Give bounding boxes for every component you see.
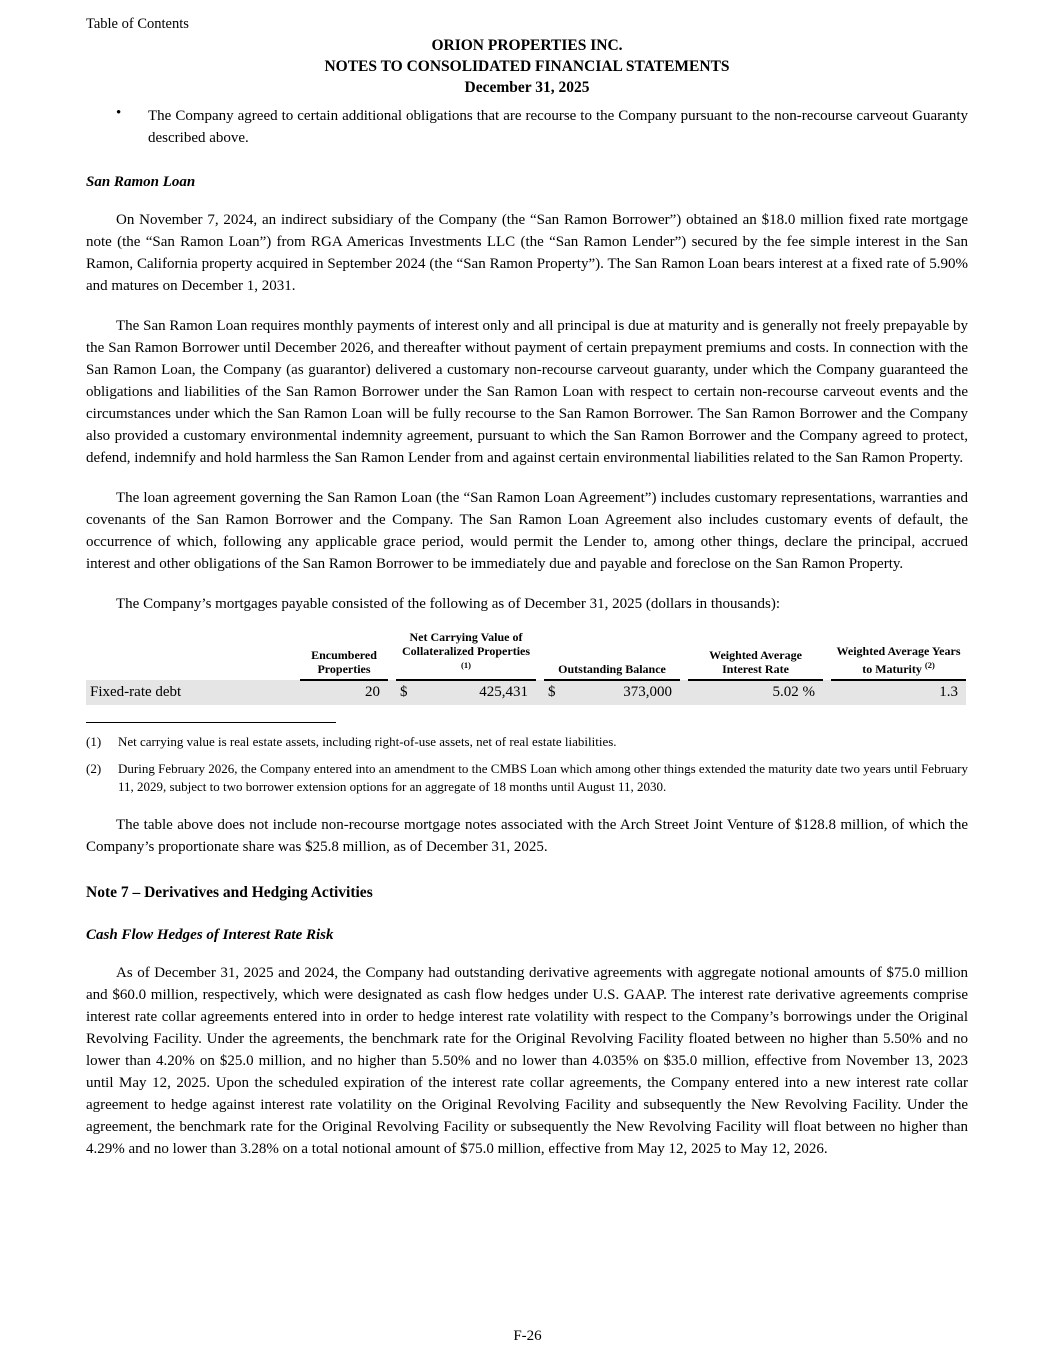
- bullet-marker: •: [116, 105, 122, 121]
- footnote-1-text: Net carrying value is real estate assets, including right-of-use assets, net of real estate liabilities.: [118, 734, 617, 749]
- paragraph-san-ramon-3: The loan agreement governing the San Ramon Loan (the “San Ramon Loan Agreement”) includes customary representations, warranties and covenants of the San Ramon Borrower and the Company. The San Ramon Loan Agreement also includes customary events of default, the occurrence of which, following any applicable grace period, would permit the Lender to, among other things, declare the principal, accrued interest and other obligations of the San Ramon Borrower to be immediately due and payable and foreclose on the San Ramon Property.: [86, 490, 968, 572]
- footnote-ref-2: (2): [924, 660, 935, 670]
- page-number: F-26: [513, 1328, 542, 1344]
- company-name: ORION PROPERTIES INC.: [431, 37, 623, 54]
- subsection-heading-cash-flow-hedges: Cash Flow Hedges of Interest Rate Risk: [86, 927, 334, 943]
- footnote-2: [86, 760, 968, 796]
- cell-outstanding-currency: $: [548, 684, 556, 700]
- paragraph-san-ramon-2: The San Ramon Loan requires monthly payments of interest only and all principal is due at maturity and is generally not freely prepayable by the San Ramon Borrower until December 2026, and thereafter without payment of certain prepayment premiums and costs. In connection with the San Ramon Loan, the Company (as guarantor) delivered a customary non-recourse carveout guaranty, under which the Company guaranteed the obligations and liabilities of the San Ramon Borrower under the San Ramon Loan with respect to certain non-recourse carveout events and the circumstances under which the San Ramon Loan will be fully recourse to the San Ramon Borrower. The San Ramon Borrower and the Company also provided a customary environmental indemnity agreement, pursuant to which the San Ramon Borrower and the Company agreed to protect, defend, indemnify and hold harmless the San Ramon Lender from and against certain environmental liabilities related to the San Ramon Property.: [86, 318, 968, 466]
- footnote-2-text: During February 2026, the Company entered into an amendment to the CMBS Loan which among other things extended the maturity date two years until February 11, 2029, subject to two borrower extension options for an aggregate of 18 months until August 11, 2030.: [118, 761, 968, 794]
- footnote-2-marker: (2): [86, 761, 102, 776]
- table-header-outstanding-balance: Outstanding Balance: [544, 630, 680, 680]
- row-label: Fixed-rate debt: [90, 683, 182, 700]
- footnote-divider: [86, 722, 336, 723]
- paragraph-mortgages-intro: The Company’s mortgages payable consisted of the following as of December 31, 2025 (dollars in thousands):: [116, 596, 781, 612]
- cell-encumbered-properties: 20: [365, 684, 380, 700]
- table-header-encumbered-properties: Encumbered Properties: [300, 630, 388, 680]
- cell-outstanding-balance: 373,000: [623, 684, 673, 700]
- bullet-text: The Company agreed to certain additional obligations that are recourse to the Company pursuant to the non-recourse carveout Guaranty described above.: [148, 108, 968, 146]
- document-date: December 31, 2025: [464, 79, 590, 96]
- paragraph-after-table: The table above does not include non-recourse mortgage notes associated with the Arch Street Joint Venture of $128.8 million, of which the Company’s proportionate share was $25.8 million, as of December 31, 2025.: [86, 817, 968, 855]
- table-row-fixed-rate-debt: [86, 680, 966, 705]
- cell-interest-rate: 5.02 %: [772, 684, 816, 700]
- toc-link[interactable]: Table of Contents: [86, 16, 189, 32]
- table-header-net-carrying-value: Net Carrying Value of Collateralized Properties $^{(1)}$: [396, 630, 536, 680]
- paragraph-note-7-1: As of December 31, 2025 and 2024, the Company had outstanding derivative agreements with aggregate notional amounts of $75.0 million and $60.0 million, respectively, which were designated as cash flow hedges under U.S. GAAP. The interest rate derivative agreements comprise interest rate collar agreements entered into in order to hedge interest rate volatility with respect to the Company’s borrowings under the Original Revolving Facility. Under the agreements, the benchmark rate for the Original Revolving Facility floated between no higher than 5.50% and no lower than 4.20% on $25.0 million, and no higher than 5.50% and no lower than 4.035% on $35.0 million, effective from November 13, 2023 until May 12, 2025. Upon the scheduled expiration of the interest rate collar agreements, the Company entered into a new interest rate collar agreement to hedge against interest rate volatility on the Original Revolving Facility and subsequently the New Revolving Facility. Under the agreement, the benchmark rate for the Original Revolving Facility or subsequently the New Revolving Facility will float between no higher than 4.29% and no lower than 3.28% on a total notional amount of $75.0 million, effective from May 12, 2025 to May 12, 2026.: [86, 965, 968, 1157]
- bullet-item: [86, 105, 968, 149]
- footnote-ref-1: (1): [461, 660, 471, 670]
- document-title: NOTES TO CONSOLIDATED FINANCIAL STATEMENTS: [324, 58, 730, 75]
- footnote-1-marker: (1): [86, 734, 102, 749]
- paragraph-san-ramon-1: On November 7, 2024, an indirect subsidiary of the Company (the “San Ramon Borrower”) obtained an $18.0 million fixed rate mortgage note (the “San Ramon Loan”) from RGA Americas Investments LLC (the “San Ramon Lender”) secured by the fee simple interest in the San Ramon, California property acquired in September 2024 (the “San Ramon Property”). The San Ramon Loan bears interest at a fixed rate of 5.90% and matures on December 1, 2031.: [86, 212, 968, 294]
- table-header-rowlabel: [86, 630, 300, 680]
- document-header: [86, 35, 968, 98]
- cell-net-carrying-currency: $: [400, 684, 408, 700]
- cell-net-carrying-value: 425,431: [479, 684, 529, 700]
- footnote-1: [86, 733, 968, 751]
- table-header-weighted-avg-interest-rate: Weighted Average Interest Rate: [688, 630, 823, 680]
- table-header-weighted-avg-years-to-maturity: Weighted Average Years to Maturity $^{(2)}$: [831, 630, 966, 680]
- mortgages-payable-table: [86, 630, 966, 705]
- section-heading-san-ramon-loan: San Ramon Loan: [86, 174, 196, 190]
- cell-years-to-maturity: 1.3: [939, 684, 959, 700]
- section-heading-note-7: Note 7 – Derivatives and Hedging Activities: [86, 884, 373, 901]
- table-header-row: [86, 630, 966, 680]
